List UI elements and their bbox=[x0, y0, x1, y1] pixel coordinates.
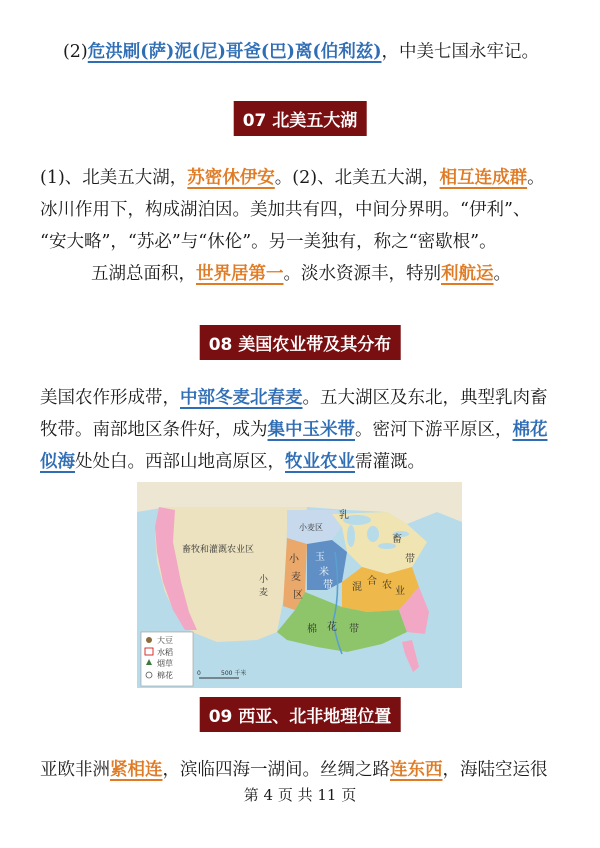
label-grazing-region: 畜牧和灌溉农业区 bbox=[182, 545, 255, 555]
label-mixed-3: 农 bbox=[382, 580, 392, 591]
verse-line: “安大略”，“苏必”与“休伦”。另一美独有，称之“密歇根”。 bbox=[40, 232, 497, 252]
label-dairy-1: 乳 bbox=[339, 510, 349, 521]
label-winter-wheat-3: 区 bbox=[293, 590, 303, 601]
highlight-connected-continents: 紧相连 bbox=[110, 760, 163, 780]
verse-line: 牧带。南部地区条件好，成为集中玉米带。密河下游平原区，棉花 bbox=[40, 420, 548, 440]
legend-soybean: 大豆 bbox=[157, 636, 173, 645]
soybean-icon bbox=[146, 637, 152, 643]
section-heading-08: 08 美国农业带及其分布 bbox=[200, 325, 401, 360]
map-legend bbox=[141, 632, 193, 686]
verse-text: ，中美七国永牢记。 bbox=[381, 42, 540, 62]
label-dairy-3: 带 bbox=[405, 554, 415, 565]
scale-zero: 0 bbox=[197, 670, 201, 677]
label-corn-1: 玉 bbox=[315, 552, 325, 563]
label-west-wheat-2: 麦 bbox=[259, 588, 269, 598]
verse-prefix: (2) bbox=[62, 42, 88, 62]
scale-label: 500 千米 bbox=[221, 670, 247, 677]
verse-line: 美国农作形成带，中部冬麦北春麦。五大湖区及东北，典型乳肉畜 bbox=[40, 388, 548, 408]
highlight-corn-belt: 集中玉米带 bbox=[267, 420, 355, 440]
page-number-footer: 第 4 页 共 11 页 bbox=[243, 786, 357, 804]
verse-central-america bbox=[40, 36, 562, 68]
highlight-ranching: 牧业农业 bbox=[285, 452, 355, 472]
highlight-connected: 相互连成群 bbox=[439, 168, 528, 188]
verse-line: 五湖总面积，世界居第一。淡水资源丰，特别利航运。 bbox=[91, 264, 511, 284]
label-west-wheat-1: 小 bbox=[259, 575, 269, 585]
highlight-cotton: 棉花 bbox=[512, 420, 548, 440]
legend-tobacco: 烟草 bbox=[157, 659, 173, 668]
legend-cotton: 棉花 bbox=[157, 671, 173, 680]
label-winter-wheat-2: 麦 bbox=[291, 572, 301, 583]
highlight-central-america-countries: 危洪刷(萨)泥(尼)哥爸(巴)离(伯利兹) bbox=[87, 42, 382, 62]
verse-line: (1)、北美五大湖，苏密休伊安。(2)、北美五大湖，相互连成群。 bbox=[40, 168, 545, 188]
label-mixed-1: 混 bbox=[352, 582, 362, 593]
label-winter-wheat-1: 小 bbox=[289, 554, 299, 565]
label-cotton-3: 带 bbox=[349, 624, 359, 635]
label-corn-3: 带 bbox=[323, 580, 333, 591]
section-heading-09: 09 西亚、北非地理位置 bbox=[200, 697, 401, 732]
highlight-world-first: 世界居第一 bbox=[196, 264, 284, 284]
legend-rice: 水稻 bbox=[157, 648, 173, 657]
verse-west-asia: 亚欧非洲紧相连，滨临四海一湖间。丝绸之路连东西，海陆空运很 bbox=[40, 760, 548, 780]
highlight-silk-road: 连东西 bbox=[390, 760, 443, 780]
verse-great-lakes bbox=[40, 162, 562, 290]
highlight-lake-names: 苏密休伊安 bbox=[187, 168, 275, 188]
lake-huron bbox=[367, 526, 379, 542]
highlight-shipping: 利航运 bbox=[441, 264, 494, 284]
label-spring-wheat: 小麦区 bbox=[299, 523, 323, 532]
highlight-wheat: 中部冬麦北春麦 bbox=[180, 388, 303, 408]
section-heading-07: 07 北美五大湖 bbox=[234, 101, 367, 136]
label-cotton-2: 花 bbox=[327, 622, 337, 633]
verse-line: 似海处处白。西部山地高原区，牧业农业需灌溉。 bbox=[40, 452, 425, 472]
verse-line: 冰川作用下，构成湖泊因。美加共有四，中间分界明。“伊利”、 bbox=[40, 200, 531, 220]
label-dairy-2: 畜 bbox=[392, 534, 402, 545]
label-mixed-4: 业 bbox=[395, 586, 405, 597]
label-corn-2: 米 bbox=[319, 567, 329, 578]
us-agriculture-map bbox=[137, 482, 462, 688]
highlight-like-sea: 似海 bbox=[40, 452, 75, 472]
verse-us-agriculture bbox=[40, 382, 562, 478]
label-mixed-2: 合 bbox=[367, 576, 377, 587]
cotton-icon bbox=[146, 672, 152, 678]
label-cotton-1: 棉 bbox=[307, 624, 317, 635]
lake-michigan bbox=[347, 525, 355, 547]
